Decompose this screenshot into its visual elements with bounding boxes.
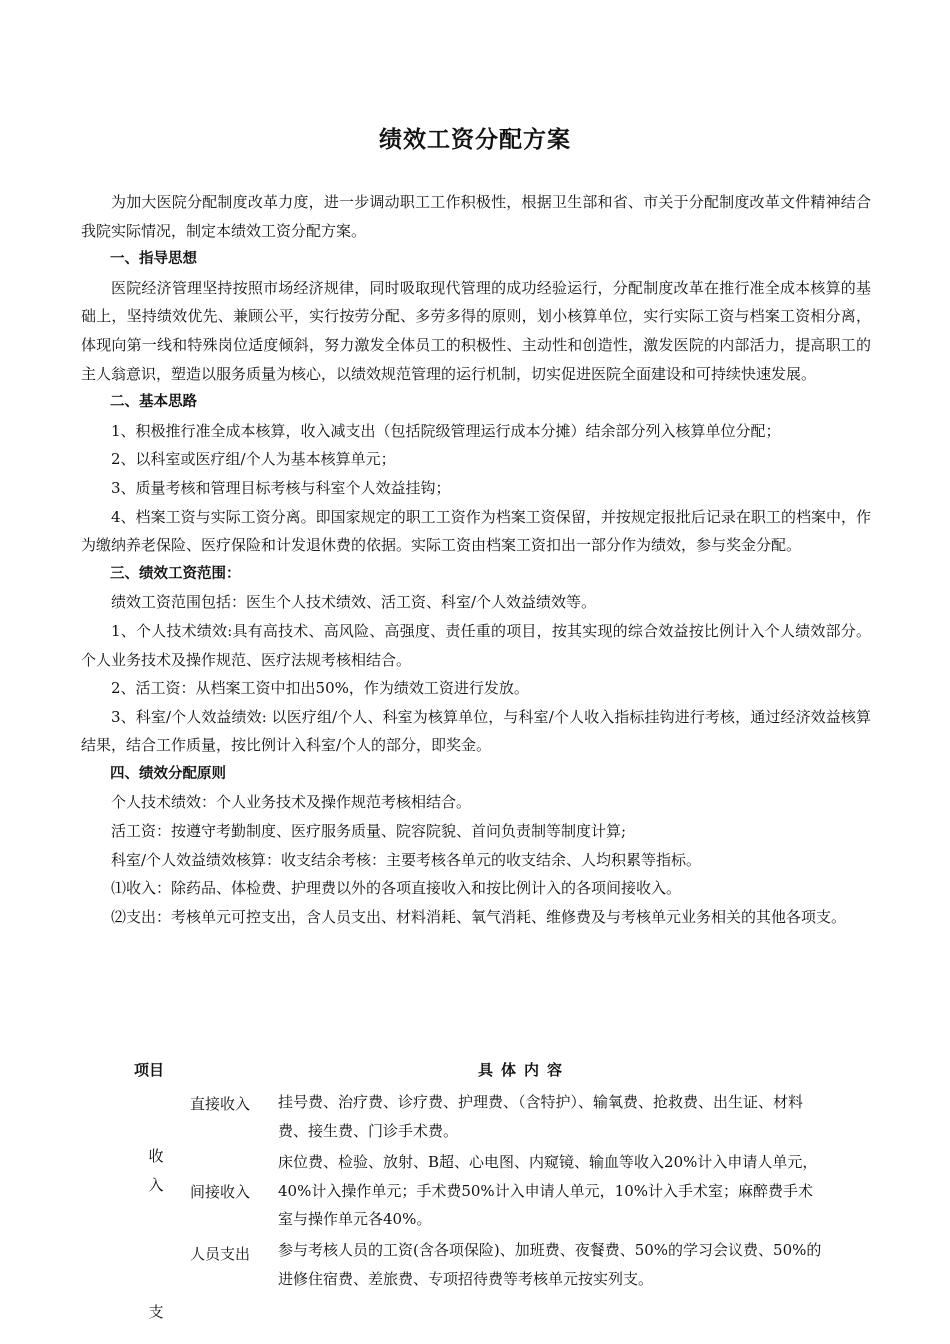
group-label-expense (146, 1298, 166, 1327)
body-paragraph: 3、科室/个人效益绩效: 以医疗组/个人、科室为核算单位，与科室/个人收入指标挂钩进行考核，通过经济效益核算结果，结合工作质量，按比例计入科室/个人的部分，即奖金。 (81, 707, 871, 755)
table-row (108, 1148, 838, 1236)
header-item: 项目 (134, 1061, 165, 1079)
group-label-income (146, 1142, 166, 1199)
section-heading: 二、基本思路 (110, 394, 197, 411)
body-paragraph: 个人技术绩效：个人业务技术及操作规范考核相结合。 (111, 793, 472, 812)
income-expense-table (108, 1054, 838, 1326)
document-title: 绩效工资分配方案 (379, 127, 571, 153)
row-content: 挂号费、治疗费、诊疗费、护理费、（含特护）、输氧费、抢救费、出生证、材料费、接生费、门诊手术费。 (278, 1093, 804, 1140)
document-body (81, 188, 871, 931)
body-paragraph: 2、活工资：从档案工资中扣出50%，作为绩效工资进行发放。 (111, 679, 529, 698)
intro-paragraph: 为加大医院分配制度改革力度，进一步调动职工工作积极性，根据卫生部和省、市关于分配制度改革文件精神结合我院实际情况，制定本绩效工资分配方案。 (81, 193, 871, 240)
body-paragraph: 医院经济管理坚持按照市场经济规律，同时吸取现代管理的成功经验运行，分配制度改革在推行准全成本核算的基础上，坚持绩效优先、兼顾公平，实行按劳分配、多劳多得的原则，划小核算单位，实行实际工资与档案工资相分离，体现向第一线和特殊岗位适度倾斜，努力激发全体员工的积极性、主动性和创造性，激发医院的内部活力，提高职工的主人翁意识，塑造以服务质量为核心，以绩效规范管理的运行机制，切实促进医院全面建设和可持续快速发展。 (81, 278, 871, 383)
group-char: 支 (148, 1303, 164, 1321)
body-paragraph: 1、个人技术绩效:具有高技术、高风险、高强度、责任重的项目，按其实现的综合效益按比例计入个人绩效部分。个人业务技术及操作规范、医疗法规考核相结合。 (81, 621, 871, 669)
group-char: 入 (148, 1175, 164, 1194)
body-paragraph: ⑴收入：除药品、体检费、护理费以外的各项直接收入和按比例计入的各项间接收入。 (111, 879, 682, 898)
body-paragraph: 活工资：按遵守考勤制度、医疗服务质量、院容院貌、首问负责制等制度计算; (111, 822, 627, 841)
row-label: 直接收入 (190, 1095, 251, 1113)
body-paragraph: 绩效工资范围包括：医生个人技术绩效、活工资、科室/个人效益绩效等。 (111, 593, 597, 612)
table-row (108, 1236, 838, 1326)
table-header (108, 1054, 838, 1088)
section-heading: 四、绩效分配原则 (110, 765, 226, 782)
section-heading: 一、指导思想 (110, 251, 197, 268)
header-content: 具体内容 (478, 1061, 571, 1079)
row-content: 床位费、检验、放射、B超、心电图、内窥镜、输血等收入20%计入申请人单元，40%计入操作单元；手术费50%计入申请人单元，10%计入手术室；麻醉费手术室与操作单元各40%。 (278, 1153, 818, 1229)
group-char: 收 (148, 1147, 164, 1165)
body-paragraph: 科室/个人效益绩效核算：收支结余考核：主要考核各单元的收支结余、人均积累等指标。 (111, 850, 702, 869)
body-paragraph: 3、质量考核和管理目标考核与科室个人效益挂钩； (111, 478, 451, 497)
body-paragraph: 1、积极推行准全成本核算，收入减支出（包括院级管理运行成本分摊）结余部分列入核算单位分配； (111, 421, 781, 440)
row-content: 参与考核人员的工资(含各项保险)、加班费、夜餐费、50%的学习会议费、50%的进修住宿费、差旅费、专项招待费等考核单元按实列支。 (278, 1241, 822, 1288)
body-paragraph: 2、以科室或医疗组/个人为基本核算单元； (111, 450, 396, 469)
section-heading: 三、绩效工资范围： (110, 565, 241, 582)
row-label: 间接收入 (190, 1183, 251, 1201)
body-paragraph: 4、档案工资与实际工资分离。即国家规定的职工工资作为档案工资保留，并按规定报批后记录在职工的档案中，作为缴纳养老保险、医疗保险和计发退休费的依据。实际工资由档案工资扣出一部分作为绩效，参与奖金分配。 (81, 507, 871, 555)
row-label: 人员支出 (190, 1245, 251, 1263)
table-row (108, 1088, 838, 1148)
body-paragraph: ⑵支出：考核单元可控支出，含人员支出、材料消耗、氧气消耗、维修费及与考核单元业务相关的其他各项支。 (111, 907, 847, 926)
